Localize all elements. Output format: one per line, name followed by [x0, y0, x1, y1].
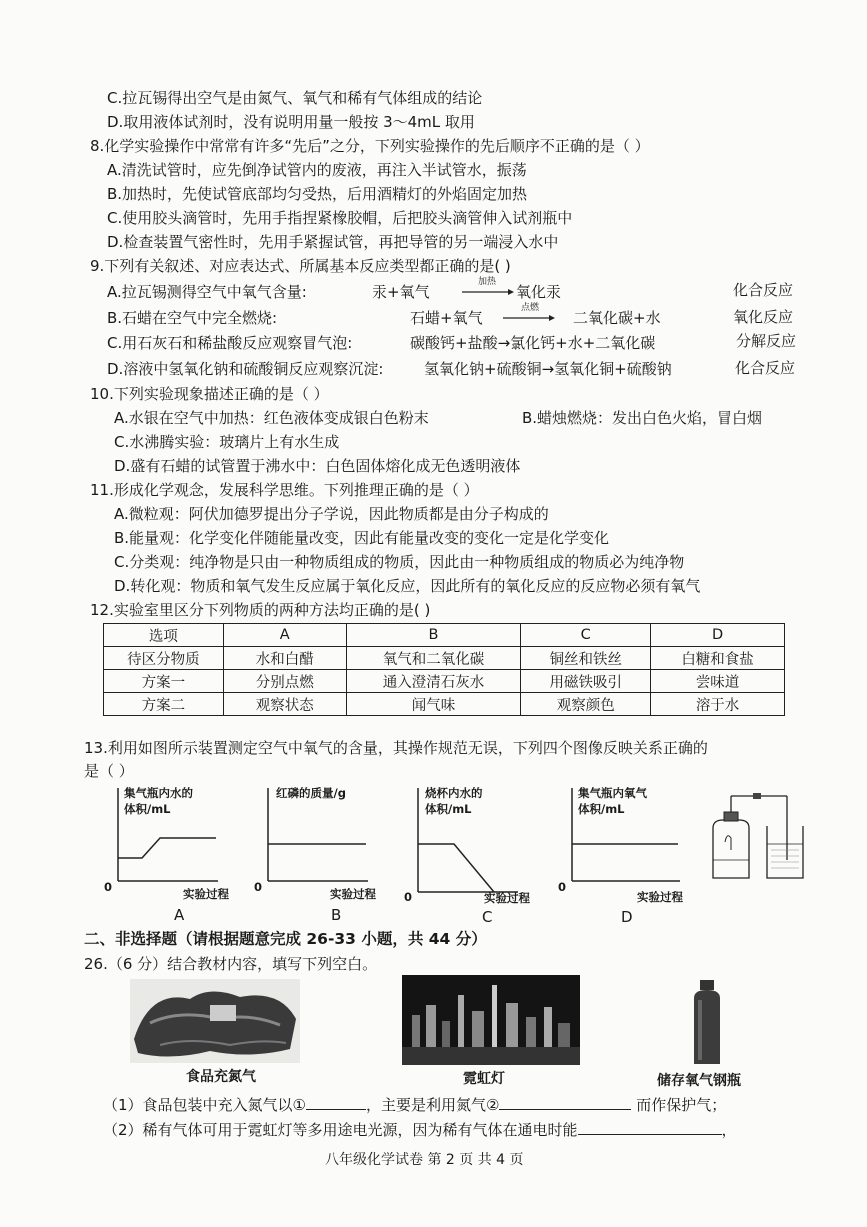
- q9-b-eq-right: 二氧化碳+水: [573, 309, 661, 327]
- q11-option-a: A.微粒观：阿伏加德罗提出分子学说，因此物质都是由分子构成的: [114, 505, 549, 523]
- q9-d-type: 化合反应: [735, 359, 796, 377]
- q9-stem: 9.下列有关叙述、对应表达式、所属基本反应类型都正确的是( ): [90, 257, 511, 275]
- q9-b-condition: 点燃: [521, 303, 540, 313]
- q10-option-c: C.水沸腾实验：玻璃片上有水生成: [114, 433, 340, 451]
- graph-c-line: [418, 844, 494, 892]
- q11-option-b: B.能量观：化学变化伴随能量改变，因此有能量改变的变化一定是化学变化: [114, 529, 610, 547]
- q9-a-eq-right: 氧化汞: [516, 283, 562, 301]
- q26-blank-3[interactable]: [578, 1120, 722, 1135]
- q8-option-d: D.检查装置气密性时，先用手紧握试管，再把导管的另一端浸入水中: [107, 233, 559, 251]
- graph-c-plot: [412, 786, 522, 898]
- table-cell: D: [651, 624, 785, 647]
- graph-d-origin: 0: [558, 880, 567, 894]
- q9-c-type: 分解反应: [736, 332, 797, 350]
- q8-option-c: C.使用胶头滴管时，先用手指捏紧橡胶帽，后把胶头滴管伸入试剂瓶中: [107, 209, 573, 227]
- table-cell: A: [223, 624, 346, 647]
- food-nitrogen-image: [130, 979, 300, 1063]
- graph-d-ylabel-2: 体积/mL: [578, 802, 625, 816]
- graph-b-letter: B: [331, 906, 342, 924]
- q9-c-eq: 碳酸钙+盐酸→氯化钙+水+二氧化碳: [410, 334, 656, 352]
- table-cell: 分别点燃: [223, 670, 346, 693]
- graph-d-plot: [566, 786, 684, 886]
- q26-part1-text-b: ，主要是利用氮气②: [366, 1096, 500, 1114]
- q9-d-eq: 氢氧化钠+硫酸铜→氢氧化铜+硫酸钠: [424, 360, 672, 378]
- table-cell: 水和白醋: [223, 647, 346, 670]
- graph-c-letter: C: [482, 908, 493, 926]
- table-cell: 白糖和食盐: [651, 647, 785, 670]
- q26-part1-text-c: 而作保护气；: [631, 1096, 727, 1114]
- neon-light-image: [402, 975, 580, 1065]
- q13-stem-line2: 是（ ）: [84, 762, 134, 780]
- q26-part1: [103, 1095, 726, 1115]
- q12-stem: 12.实验室里区分下列物质的两种方法均正确的是( ): [90, 601, 431, 619]
- graph-b-ylabel-1: 红磷的质量/g: [276, 786, 346, 800]
- table-row: [104, 670, 785, 693]
- q9-b-arrow: [503, 314, 555, 322]
- graph-a-line: [118, 838, 216, 858]
- q9-a-eq-left: 汞+氧气: [372, 283, 430, 301]
- table-cell: 闻气味: [346, 693, 521, 716]
- graph-a-ylabel-1: 集气瓶内水的: [124, 786, 193, 800]
- q8-option-b: B.加热时，先使试管底部均匀受热，后用酒精灯的外焰固定加热: [107, 185, 528, 203]
- table-cell: 氧气和二氧化碳: [346, 647, 521, 670]
- section-2-heading: 二、非选择题（请根据题意完成 26-33 小题，共 44 分）: [84, 930, 487, 948]
- graph-c-ylabel-2: 体积/mL: [425, 802, 472, 816]
- table-cell: 观察状态: [223, 693, 346, 716]
- graph-b-plot: [262, 786, 372, 886]
- q26-part2: [103, 1120, 737, 1140]
- q10-option-d: D.盛有石蜡的试管置于沸水中：白色固体熔化成无色透明液体: [114, 457, 521, 475]
- table-cell: 待区分物质: [104, 647, 224, 670]
- table-cell: 尝味道: [651, 670, 785, 693]
- table-cell: 铜丝和铁丝: [521, 647, 651, 670]
- q11-option-c: C.分类观：纯净物是只由一种物质组成的物质，因此由一种物质组成的物质必为纯净物: [114, 553, 685, 571]
- graph-d-xlabel: 实验过程: [637, 890, 683, 904]
- table-cell: 溶于水: [651, 693, 785, 716]
- q10-option-a: A.水银在空气中加热：红色液体变成银白色粉末: [114, 409, 429, 427]
- q11-stem: 11.形成化学观念，发展科学思维。下列推理正确的是（ ）: [90, 481, 479, 499]
- q9-b-eq-left: 石蜡+氧气: [410, 309, 483, 327]
- graph-b-xlabel: 实验过程: [330, 887, 376, 901]
- graph-d-ylabel-1: 集气瓶内氧气: [578, 786, 647, 800]
- page-footer: 八年级化学试卷 第 2 页 共 4 页: [325, 1152, 524, 1168]
- q9-a-condition: 加热: [478, 277, 497, 287]
- graph-c-xlabel: 实验过程: [484, 891, 530, 905]
- q26-part1-text-a: （1）食品包装中充入氮气以①: [103, 1096, 306, 1114]
- q26-blank-1[interactable]: [306, 1095, 366, 1110]
- q10-option-b: B.蜡烛燃烧：发出白色火焰，冒白烟: [522, 409, 763, 427]
- q8-stem: 8.化学实验操作中常常有许多“先后”之分，下列实验操作的先后顺序不正确的是（ ）: [90, 137, 650, 155]
- q9-c-desc: C.用石灰石和稀盐酸反应观察冒气泡:: [107, 334, 353, 352]
- graph-a-plot: [112, 786, 222, 886]
- graph-a-xlabel: 实验过程: [183, 887, 229, 901]
- table-row: [104, 693, 785, 716]
- table-cell: 观察颜色: [521, 693, 651, 716]
- q26-stem: 26.（6 分）结合教材内容，填写下列空白。: [84, 955, 378, 973]
- q26-part2-text-b: ，: [721, 1121, 737, 1139]
- q9-a-type: 化合反应: [733, 281, 794, 299]
- q13-stem-line1: 13.利用如图所示装置测定空气中氧气的含量，其操作规范无误，下列四个图像反映关系正确的: [84, 739, 708, 757]
- q9-b-type: 氧化反应: [733, 308, 794, 326]
- graph-c-ylabel-1: 烧杯内水的: [425, 786, 483, 800]
- oxygen-cylinder-image: [690, 980, 724, 1066]
- q9-a-desc: A.拉瓦锡测得空气中氧气含量:: [107, 283, 307, 301]
- q7-option-c: C.拉瓦锡得出空气是由氮气、氧气和稀有气体组成的结论: [107, 89, 483, 107]
- graph-b-origin: 0: [254, 880, 263, 894]
- q9-b-desc: B.石蜡在空气中完全燃烧:: [107, 309, 278, 327]
- q11-option-d: D.转化观：物质和氧气发生反应属于氧化反应，因此所有的氧化反应的反应物必须有氧气: [114, 577, 701, 595]
- apparatus-diagram: [705, 790, 805, 882]
- table-cell: 方案一: [104, 670, 224, 693]
- table-cell: 选项: [104, 624, 224, 647]
- table-row: [104, 624, 785, 647]
- q26-part2-text-a: （2）稀有气体可用于霓虹灯等多用途电光源，因为稀有气体在通电时能: [103, 1121, 578, 1139]
- q8-option-a: A.清洗试管时，应先倒净试管内的废液，再注入半试管水，振荡: [107, 161, 527, 179]
- q9-a-arrow: [462, 288, 514, 296]
- caption-neon-light: 霓虹灯: [463, 1071, 505, 1087]
- graph-a-ylabel-2: 体积/mL: [124, 802, 171, 816]
- caption-food-nitrogen: 食品充氮气: [186, 1069, 256, 1085]
- graph-c-origin: 0: [404, 890, 413, 904]
- table-cell: B: [346, 624, 521, 647]
- caption-oxygen-cylinder: 储存氧气钢瓶: [657, 1073, 741, 1089]
- graph-a-origin: 0: [104, 880, 113, 894]
- table-row: [104, 647, 785, 670]
- graph-a-letter: A: [174, 906, 185, 924]
- graph-d-letter: D: [621, 908, 633, 926]
- table-cell: 方案二: [104, 693, 224, 716]
- q26-blank-2[interactable]: [499, 1095, 631, 1110]
- q10-stem: 10.下列实验现象描述正确的是（ ）: [90, 385, 329, 403]
- table-cell: 用磁铁吸引: [521, 670, 651, 693]
- table-cell: C: [521, 624, 651, 647]
- q7-option-d: D.取用液体试剂时，没有说明用量一般按 3～4mL 取用: [107, 113, 475, 131]
- table-cell: 通入澄清石灰水: [346, 670, 521, 693]
- q9-d-desc: D.溶液中氢氧化钠和硫酸铜反应观察沉淀:: [107, 360, 384, 378]
- q12-table: [103, 623, 785, 716]
